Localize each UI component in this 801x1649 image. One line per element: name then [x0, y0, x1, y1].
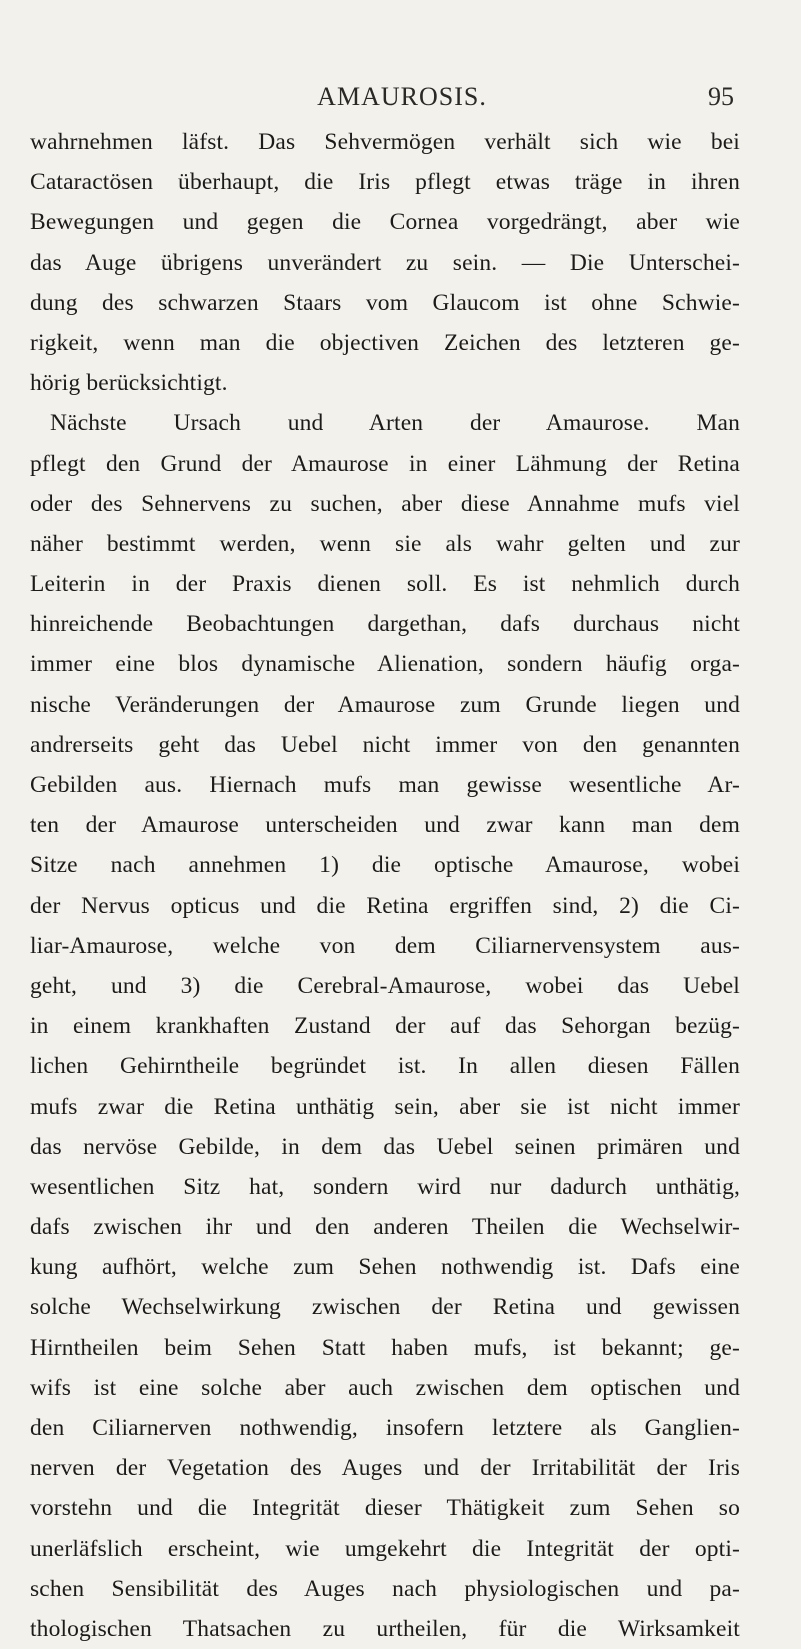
- text-line: Leiterin in der Praxis dienen soll. Es ist nehmlich durch: [30, 571, 740, 598]
- body-text: [30, 122, 740, 1649]
- section-heading-line: Nächste Ursach und Arten der Amaurose. Man: [50, 410, 740, 437]
- text-line: Hirntheilen beim Sehen Statt haben mufs, ist bekannt; ge-: [30, 1334, 740, 1361]
- text-line: wifs ist eine solche aber auch zwischen dem optischen und: [30, 1374, 740, 1401]
- text-line: oder des Sehnervens zu suchen, aber diese Annahme mufs viel: [30, 490, 740, 517]
- text-line: wahrnehmen läfst. Das Sehvermögen verhält sich wie bei: [30, 129, 740, 155]
- text-line: solche Wechselwirkung zwischen der Retina und gewissen: [30, 1294, 740, 1321]
- text-line: unerläfslich erscheint, wie umgekehrt die Integrität der opti-: [30, 1535, 740, 1562]
- text-line: kung aufhört, welche zum Sehen nothwendig ist. Dafs eine: [30, 1254, 740, 1281]
- text-line: in einem krankhaften Zustand der auf das Sehorgan bezüg-: [30, 1013, 740, 1040]
- text-line: rigkeit, wenn man die objectiven Zeichen des letzteren ge-: [30, 329, 740, 356]
- running-head: [30, 82, 734, 122]
- text-line: wesentlichen Sitz hat, sondern wird nur dadurch unthätig,: [30, 1173, 740, 1200]
- text-line: andrerseits geht das Uebel nicht immer von den genannten: [30, 731, 740, 758]
- text-line: vorstehn und die Integrität dieser Thätigkeit zum Sehen so: [30, 1495, 740, 1522]
- text-line: pflegt den Grund der Amaurose in einer Lähmung der Retina: [30, 450, 740, 477]
- text-line: schen Sensibilität des Auges nach physiologischen und pa-: [30, 1575, 740, 1602]
- running-title: AMAUROSIS.: [317, 82, 487, 111]
- text-line: lichen Gehirntheile begründet ist. In allen diesen Fällen: [30, 1053, 740, 1080]
- text-line: immer eine blos dynamische Alienation, sondern häufig orga-: [30, 651, 740, 678]
- text-line: Cataractösen überhaupt, die Iris pflegt etwas träge in ihren: [30, 169, 740, 196]
- text-line: Gebilden aus. Hiernach mufs man gewisse wesentliche Ar-: [30, 772, 740, 798]
- text-line: das Auge übrigens unverändert zu sein. — Die Unterschei-: [30, 249, 740, 276]
- page-number: 95: [708, 82, 734, 111]
- text-line: liar-Amaurose, welche von dem Ciliarnervensystem aus-: [30, 932, 740, 959]
- text-line: ten der Amaurose unterscheiden und zwar kann man dem: [30, 812, 740, 839]
- text-line: der Nervus opticus und die Retina ergriffen sind, 2) die Ci-: [30, 892, 740, 919]
- text-line: thologischen Thatsachen zu urtheilen, für die Wirksamkeit: [30, 1615, 740, 1642]
- text-line: mufs zwar die Retina unthätig sein, aber sie ist nicht immer: [30, 1093, 740, 1120]
- text-line: dung des schwarzen Staars vom Glaucom ist ohne Schwie-: [30, 289, 740, 316]
- text-line: das nervöse Gebilde, in dem das Uebel seinen primären und: [30, 1133, 740, 1160]
- text-line: nische Veränderungen der Amaurose zum Grunde liegen und: [30, 691, 740, 718]
- text-line: näher bestimmt werden, wenn sie als wahr gelten und zur: [30, 530, 740, 557]
- text-line: den Ciliarnerven nothwendig, insofern letztere als Ganglien-: [30, 1415, 740, 1441]
- text-line: hinreichende Beobachtungen dargethan, dafs durchaus nicht: [30, 611, 740, 638]
- text-line: nerven der Vegetation des Auges und der Irritabilität der Iris: [30, 1455, 740, 1482]
- text-line: geht, und 3) die Cerebral-Amaurose, wobei das Uebel: [30, 972, 740, 999]
- text-line: dafs zwischen ihr und den anderen Theilen die Wechselwir-: [30, 1214, 740, 1241]
- text-line: Sitze nach annehmen 1) die optische Amaurose, wobei: [30, 852, 740, 879]
- text-line: hörig berücksichtigt.: [30, 370, 228, 397]
- text-line: Bewegungen und gegen die Cornea vorgedrängt, aber wie: [30, 209, 740, 236]
